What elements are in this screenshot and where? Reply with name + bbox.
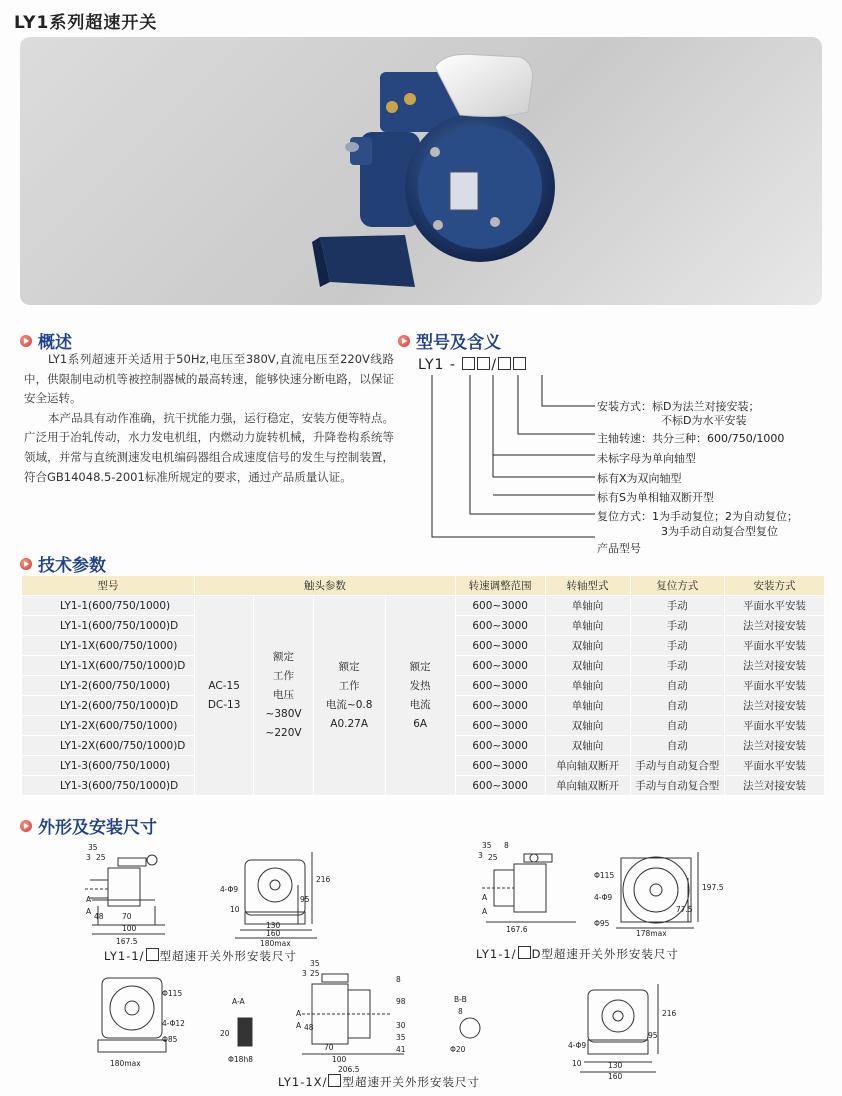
dim-100: 100 — [332, 1055, 347, 1064]
caption-3-suffix: 型超速开关外形安装尺寸 — [342, 1075, 480, 1089]
dim-4phi9: 4-Φ9 — [594, 893, 613, 902]
cell-model: LY1-2X(600/750/1000)D — [22, 736, 195, 756]
cell-thermal-current — [385, 596, 455, 796]
dim-180max: 180max — [110, 1059, 141, 1068]
model-box-mount — [513, 357, 526, 370]
cell-model: LY1-2(600/750/1000) — [22, 676, 195, 696]
spec-header-row — [22, 576, 825, 596]
bullet-arrow-icon — [20, 558, 32, 570]
heat-line: 电流 — [409, 698, 431, 711]
dim-95: 95 — [648, 1031, 658, 1040]
dim-8-bb: 8 — [458, 1007, 463, 1016]
meaning-product: 产品型号 — [597, 542, 641, 555]
cell-shaft-type: 单向轴双断开 — [545, 776, 630, 796]
dim-35-side: 35 — [396, 1033, 406, 1042]
col-shaft-type: 转轴型式 — [545, 576, 630, 596]
model-code-sep: / — [491, 357, 498, 373]
dim-phi115: Φ115 — [594, 871, 615, 880]
dim-phi85: Φ85 — [162, 1035, 178, 1044]
caption-1-suffix: 型超速开关外形安装尺寸 — [159, 949, 298, 963]
cell-model: LY1-2(600/750/1000)D — [22, 696, 195, 716]
cell-reset-mode: 手动 — [630, 656, 724, 676]
caption-box-icon — [328, 1074, 341, 1087]
col-model: 型号 — [22, 576, 195, 596]
dim-98: 98 — [396, 997, 406, 1006]
caption-2-prefix: LY1-1/ — [476, 947, 517, 961]
contact-ac15: AC-15 — [208, 679, 240, 692]
section-b-b-label: B-B — [454, 995, 467, 1004]
dim-3: 3 — [478, 851, 483, 860]
cell-speed-range: 600~3000 — [455, 636, 545, 656]
voltage-line: 额定 — [273, 651, 295, 663]
bullet-arrow-icon — [398, 335, 410, 347]
heat-line: 6A — [413, 717, 428, 730]
cell-model: LY1-1X(600/750/1000)D — [22, 656, 195, 676]
overspeed-switch-image — [20, 37, 822, 305]
dim-48: 48 — [94, 912, 104, 921]
cell-shaft-type: 单向轴双断开 — [545, 756, 630, 776]
cell-mount-mode: 法兰对接安装 — [724, 776, 824, 796]
current-line: 电流~0.8 — [325, 698, 373, 711]
cell-model: LY1-1X(600/750/1000) — [22, 636, 195, 656]
meaning-reset-1: 复位方式：1为手动复位；2为自动复位； — [597, 510, 798, 523]
caption-1-prefix: LY1-1/ — [104, 949, 145, 963]
dim-8: 8 — [396, 975, 401, 984]
dim-phi95: Φ95 — [594, 919, 610, 928]
cell-model: LY1-1(600/750/1000)D — [22, 616, 195, 636]
bullet-arrow-icon — [20, 820, 32, 832]
cell-reset-mode: 手动与自动复合型 — [630, 756, 724, 776]
dim-35: 35 — [310, 960, 320, 968]
cell-shaft-type: 单轴向 — [545, 616, 630, 636]
cell-model: LY1-3(600/750/1000) — [22, 756, 195, 776]
dim-197-5: 197.5 — [702, 883, 724, 892]
meaning-shaft-1: 未标字母为单向轴型 — [597, 452, 696, 465]
voltage-line: ~380V — [265, 708, 302, 720]
cell-model: LY1-3(600/750/1000)D — [22, 776, 195, 796]
meaning-shaft-2: 标有X为双向轴型 — [597, 472, 682, 485]
dim-130: 130 — [266, 921, 281, 930]
dim-77-5: 77.5 — [676, 905, 693, 914]
heat-line: 额定 — [409, 660, 431, 673]
overview-paragraph-1: LY1系列超速开关适用于50Hz,电压至380V,直流电压至220V线路中，供限制电动机等被控制器械的最高转速，能够快速分断电路，以保证安全运转。 — [24, 352, 394, 406]
voltage-line: 电压 — [273, 689, 295, 701]
cell-shaft-type: 双轴向 — [545, 736, 630, 756]
cell-reset-mode: 自动 — [630, 676, 724, 696]
dim-130: 130 — [608, 1061, 623, 1070]
cell-speed-range: 600~3000 — [455, 596, 545, 616]
dim-160: 160 — [266, 929, 281, 938]
dim-70: 70 — [122, 912, 132, 921]
meaning-mount-1: 安装方式：标D为法兰对接安装； — [597, 400, 760, 413]
dim-216: 216 — [316, 875, 330, 884]
dim-phi20: Φ20 — [450, 1045, 466, 1054]
spec-table — [21, 575, 825, 796]
section-mark-a-bottom: A — [482, 907, 488, 916]
cell-mount-mode: 平面水平安装 — [724, 676, 824, 696]
dim-167-5: 167.5 — [116, 937, 138, 946]
caption-2-suffix: D型超速开关外形安装尺寸 — [531, 947, 679, 961]
dim-phi115: Φ115 — [162, 989, 183, 998]
voltage-line: ~220V — [265, 727, 302, 739]
dim-8: 8 — [504, 841, 509, 850]
cell-mount-mode: 平面水平安装 — [724, 756, 824, 776]
dim-3: 3 — [86, 853, 91, 862]
model-box-shaft — [477, 357, 490, 370]
col-mount-mode: 安装方式 — [724, 576, 824, 596]
section-model — [398, 328, 501, 353]
caption-box-icon — [518, 946, 531, 959]
dim-41: 41 — [396, 1045, 406, 1054]
cell-shaft-type: 单轴向 — [545, 596, 630, 616]
meaning-shaft-3: 标有S为单相轴双断开型 — [597, 491, 714, 504]
cell-speed-range: 600~3000 — [455, 696, 545, 716]
spec-row — [22, 596, 825, 616]
drawing-ly1-1-horizontal — [80, 840, 330, 950]
section-mark-a-top: A — [86, 895, 92, 904]
cell-reset-mode: 手动与自动复合型 — [630, 776, 724, 796]
heat-line: 发热 — [409, 679, 431, 692]
cell-speed-range: 600~3000 — [455, 616, 545, 636]
current-line: 工作 — [338, 679, 360, 692]
cell-mount-mode: 法兰对接安装 — [724, 736, 824, 756]
drawing-front-view — [568, 980, 688, 1080]
col-speed-range: 转速调整范围 — [455, 576, 545, 596]
cell-shaft-type: 单轴向 — [545, 696, 630, 716]
section-mark-a-top: A — [296, 1009, 302, 1018]
dim-100: 100 — [122, 924, 137, 933]
cell-reset-mode: 手动 — [630, 596, 724, 616]
dim-48: 48 — [304, 1023, 314, 1032]
section-params — [20, 551, 106, 576]
page-title: LY1系列超速开关 — [14, 13, 158, 33]
cell-contact-model — [194, 596, 253, 796]
cell-reset-mode: 自动 — [630, 696, 724, 716]
col-reset-mode: 复位方式 — [630, 576, 724, 596]
current-line: 额定 — [338, 660, 360, 673]
contact-dc13: DC-13 — [207, 698, 241, 711]
model-box-speed — [498, 357, 511, 370]
cell-shaft-type: 双轴向 — [545, 636, 630, 656]
dim-178max: 178max — [636, 929, 667, 938]
section-mark-a-top: A — [482, 893, 488, 902]
section-a-a-label: A-A — [232, 997, 245, 1006]
dim-10: 10 — [230, 905, 240, 914]
overview-paragraph-2: 本产品具有动作准确，抗干扰能力强，运行稳定，安装方便等特点。广泛用于冶轧传动，水力发电机组，内燃动力旋转机械，升降卷构系统等领域，并常与直统测速发电机编码器组合成速度信号的发生与控制装置，符合GB14048.5-2001标准所规定的要求，通过产品质量认证。 — [24, 410, 394, 484]
cell-reset-mode: 自动 — [630, 736, 724, 756]
dim-4phi9: 4-Φ9 — [568, 1041, 587, 1050]
cell-mount-mode: 法兰对接安装 — [724, 656, 824, 676]
dim-160: 160 — [608, 1072, 623, 1080]
cell-model: LY1-1(600/750/1000) — [22, 596, 195, 616]
cell-shaft-type: 双轴向 — [545, 656, 630, 676]
cell-shaft-type: 单轴向 — [545, 676, 630, 696]
model-leader-lines — [420, 370, 600, 542]
dim-70: 70 — [324, 1043, 334, 1052]
cell-speed-range: 600~3000 — [455, 716, 545, 736]
cell-rated-voltage — [254, 596, 313, 796]
section-params-title: 技术参数 — [38, 556, 106, 576]
dim-4phi12: 4-Φ12 — [162, 1019, 185, 1028]
cell-speed-range: 600~3000 — [455, 776, 545, 796]
product-photo — [20, 37, 822, 305]
section-model-title: 型号及含义 — [416, 333, 501, 353]
cell-mount-mode: 法兰对接安装 — [724, 696, 824, 716]
cell-speed-range: 600~3000 — [455, 656, 545, 676]
dim-35: 35 — [88, 843, 98, 852]
cell-speed-range: 600~3000 — [455, 736, 545, 756]
section-dims — [20, 813, 157, 838]
cell-mount-mode: 平面水平安装 — [724, 596, 824, 616]
caption-drawing-3 — [278, 1074, 480, 1090]
voltage-line: 工作 — [273, 670, 295, 682]
dim-10: 10 — [572, 1059, 582, 1068]
dim-20: 20 — [220, 1029, 230, 1038]
model-code-prefix: LY1 - — [418, 357, 456, 373]
overview-text — [24, 350, 394, 487]
dim-180max: 180max — [260, 939, 291, 948]
section-mark-a-bottom: A — [86, 907, 92, 916]
current-line: A0.27A — [330, 717, 369, 730]
dim-phi18h8: Φ18h8 — [228, 1055, 253, 1064]
cell-mount-mode: 法兰对接安装 — [724, 616, 824, 636]
dim-30: 30 — [396, 1021, 406, 1030]
drawing-ly1-1-flange — [476, 838, 726, 938]
cell-speed-range: 600~3000 — [455, 756, 545, 776]
meaning-mount-2: 不标D为水平安装 — [661, 414, 747, 427]
cell-mount-mode: 平面水平安装 — [724, 636, 824, 656]
cell-model: LY1-2X(600/750/1000) — [22, 716, 195, 736]
dim-25: 25 — [310, 969, 320, 978]
section-mark-a-bottom: A — [296, 1021, 302, 1030]
section-overview-title: 概述 — [38, 333, 72, 353]
drawing-ly1-1x — [92, 960, 532, 1075]
dim-95: 95 — [300, 895, 310, 904]
meaning-speed: 主轴转速：共分三种：600/750/1000 — [597, 432, 785, 445]
dim-216: 216 — [662, 1009, 677, 1018]
model-box-reset — [462, 357, 475, 370]
dim-167-6: 167.6 — [506, 925, 528, 934]
cell-shaft-type: 双轴向 — [545, 716, 630, 736]
col-contact: 触头参数 — [194, 576, 455, 596]
dim-206-5: 206.5 — [338, 1065, 360, 1074]
caption-3-prefix: LY1-1X/ — [278, 1075, 328, 1089]
cell-reset-mode: 手动 — [630, 636, 724, 656]
cell-speed-range: 600~3000 — [455, 676, 545, 696]
dim-25: 25 — [488, 853, 498, 862]
meaning-reset-2: 3为手动自动复合型复位 — [661, 525, 778, 538]
cell-mount-mode: 平面水平安装 — [724, 716, 824, 736]
section-dims-title: 外形及安装尺寸 — [38, 818, 157, 838]
dim-3: 3 — [302, 969, 307, 978]
dim-35: 35 — [482, 841, 492, 850]
cell-rated-current — [313, 596, 385, 796]
dim-25: 25 — [96, 853, 106, 862]
cell-reset-mode: 自动 — [630, 716, 724, 736]
cell-reset-mode: 手动 — [630, 616, 724, 636]
dim-4phi9: 4-Φ9 — [220, 885, 239, 894]
bullet-arrow-icon — [20, 335, 32, 347]
